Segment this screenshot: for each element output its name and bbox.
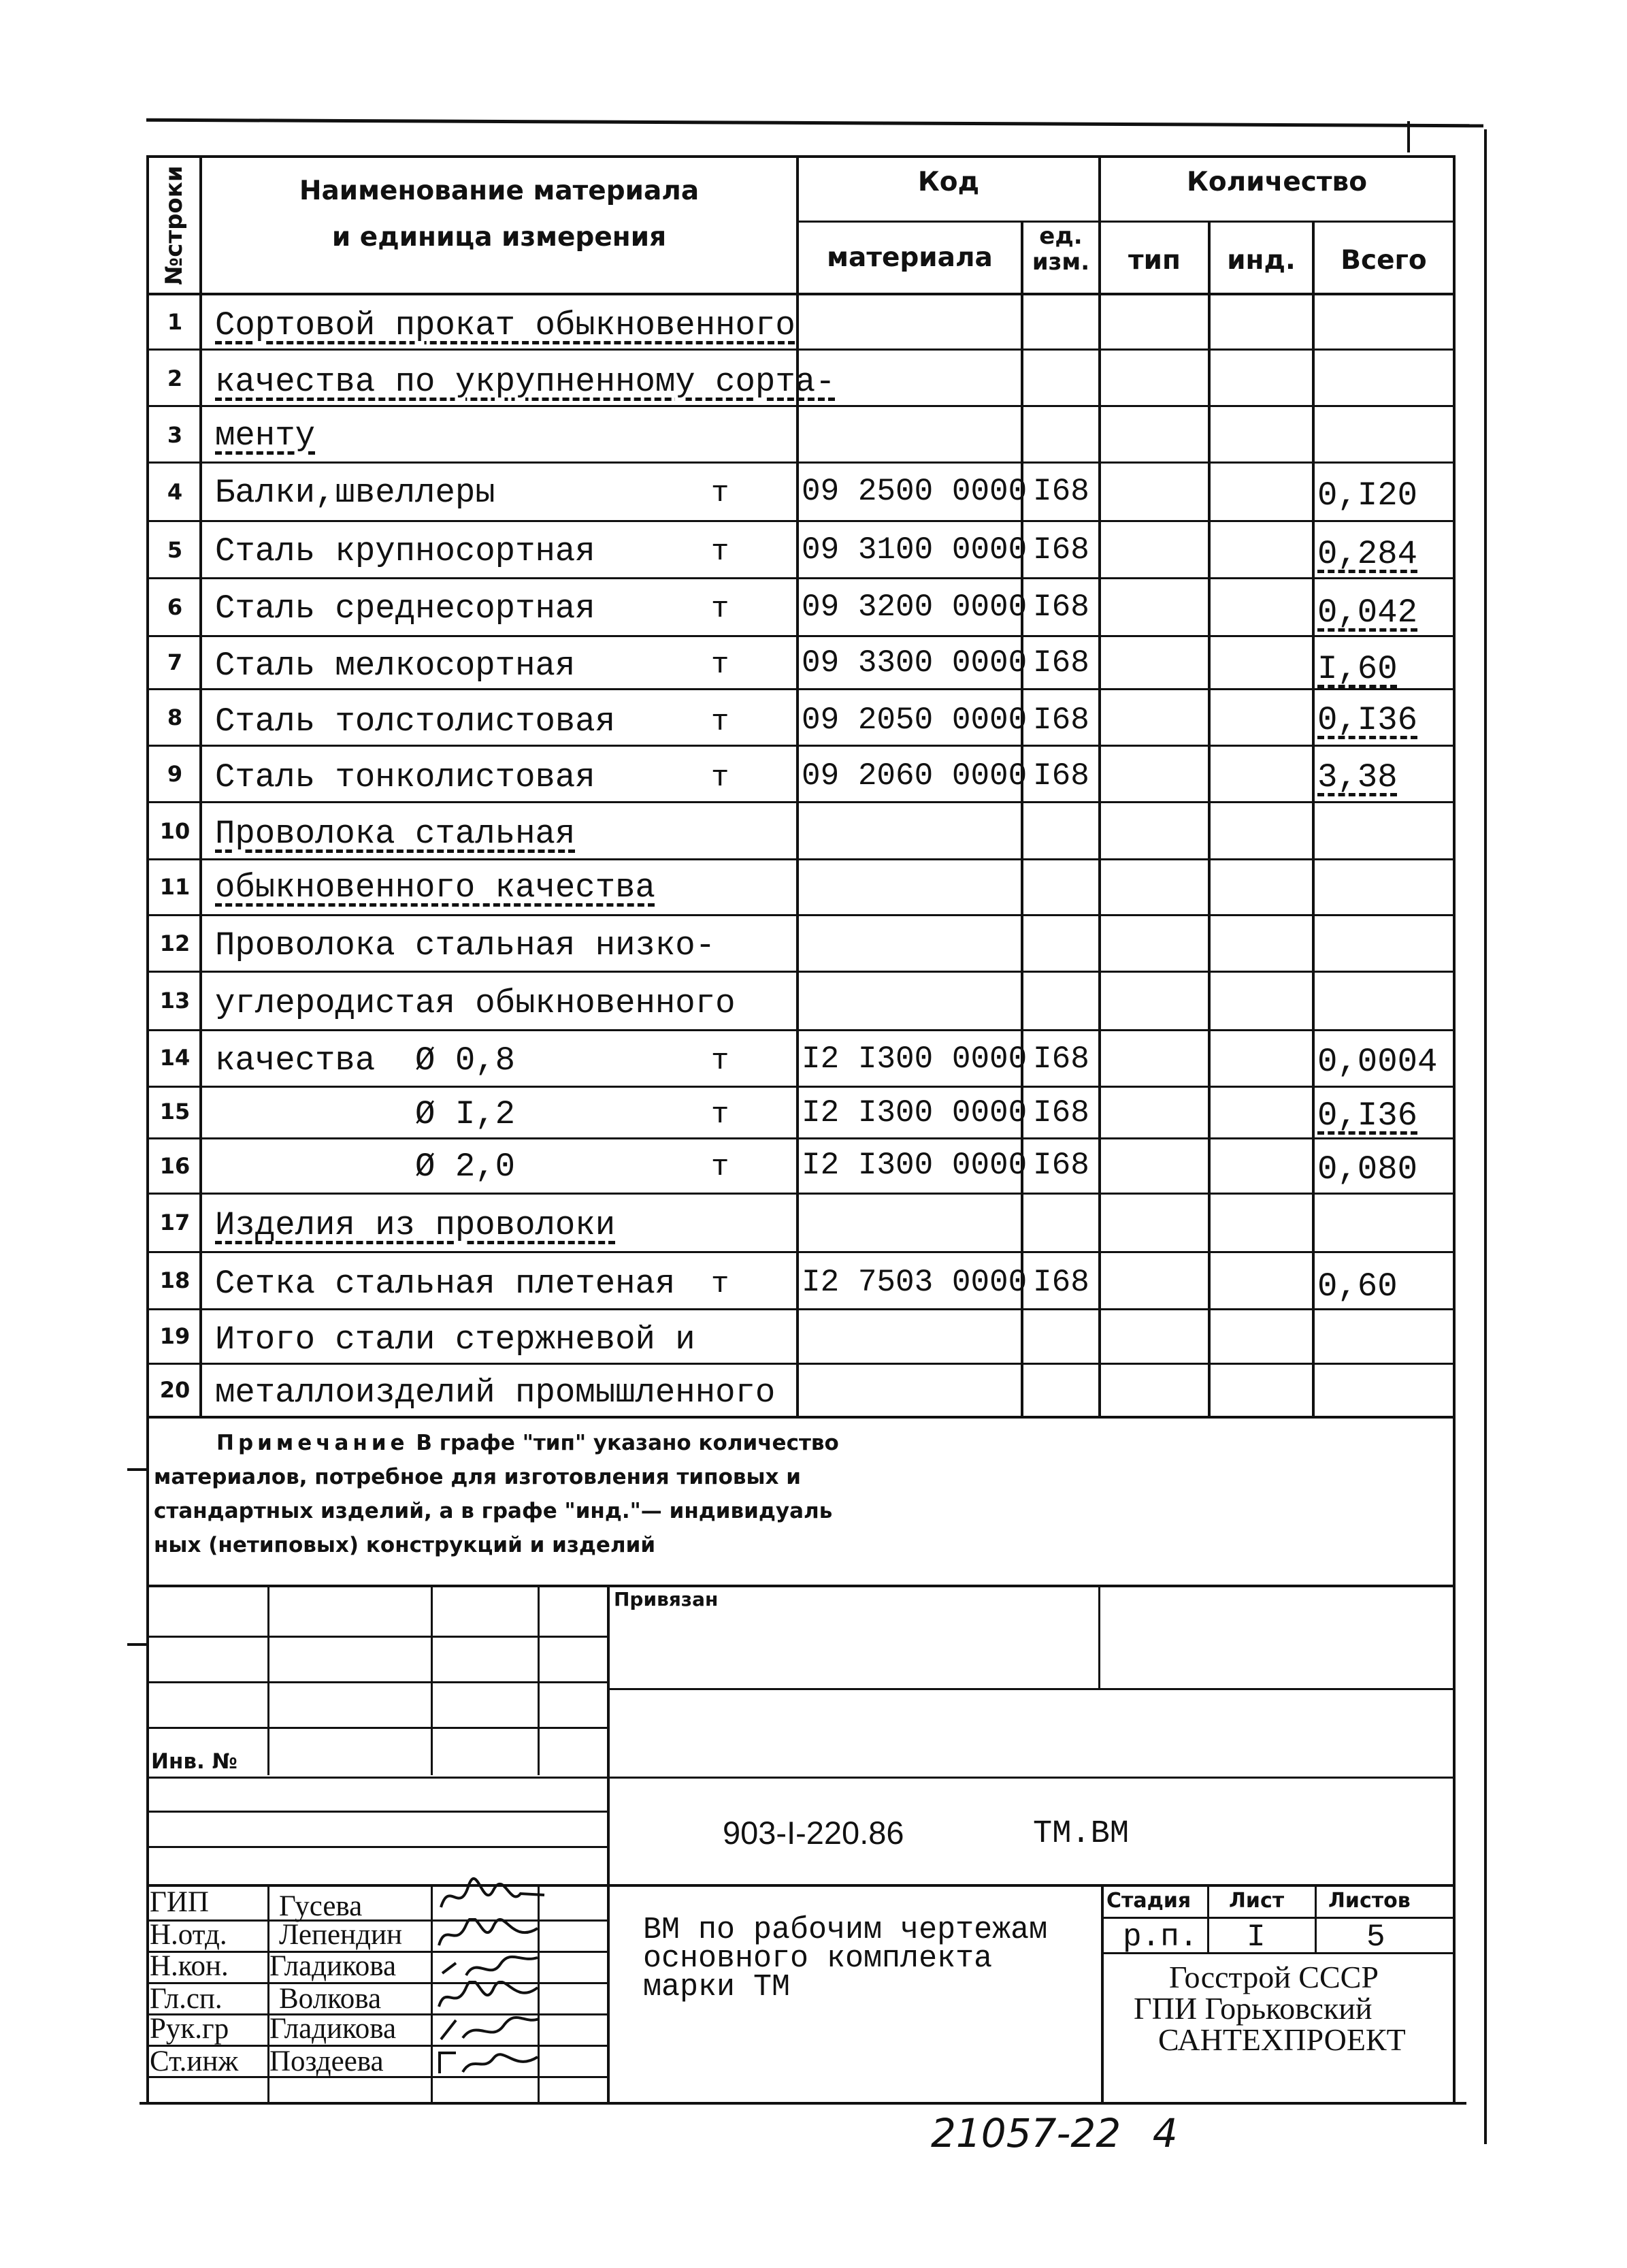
material-name: Проволока стальная bbox=[215, 815, 576, 853]
left-margin-mark bbox=[127, 1468, 148, 1471]
material-name: Сталь крупносортная bbox=[215, 532, 595, 570]
row-number: 6 bbox=[167, 594, 183, 620]
material-name: металлоизделий промышленного bbox=[215, 1374, 776, 1412]
material-name: Ø I,2 bbox=[215, 1095, 516, 1133]
signer-role: ГИП bbox=[150, 1886, 209, 1918]
total-quantity: I,60 bbox=[1317, 650, 1398, 688]
signature-6 bbox=[435, 2045, 544, 2079]
unit-code: I68 bbox=[1033, 1095, 1089, 1131]
code-unit-header: ед. изм. bbox=[1032, 223, 1090, 276]
sheets-value: 5 bbox=[1366, 1919, 1385, 1955]
sheet-value: I bbox=[1247, 1919, 1266, 1955]
page-number: 4 bbox=[1152, 2110, 1178, 2156]
archive-number: 21057-22 bbox=[931, 2110, 1121, 2156]
unit-code: I68 bbox=[1033, 1148, 1089, 1183]
row-number: 16 bbox=[159, 1153, 191, 1179]
unit: т bbox=[711, 1150, 729, 1184]
material-code: I2 I300 0000 bbox=[802, 1148, 1028, 1183]
code-group-header: Код bbox=[917, 167, 980, 197]
row-number: 12 bbox=[159, 930, 191, 956]
signature-1 bbox=[435, 1873, 551, 1921]
unit-code: I68 bbox=[1033, 758, 1089, 794]
material-name: Изделия из проволоки bbox=[215, 1206, 616, 1244]
unit-code: I68 bbox=[1033, 589, 1089, 625]
note-line-1-text: В графе "тип" указано количество bbox=[416, 1431, 839, 1455]
material-name: Проволока стальная низко- bbox=[215, 926, 716, 965]
row-number: 18 bbox=[159, 1267, 191, 1293]
unit: т bbox=[711, 592, 729, 626]
material-name: углеродистая обыкновенного bbox=[215, 984, 736, 1022]
note-line-1 bbox=[216, 1431, 839, 1455]
total-quantity: 0,I36 bbox=[1317, 1097, 1418, 1135]
unit: т bbox=[711, 705, 729, 739]
organization-line-2: ГПИ Горьковский bbox=[1134, 1991, 1373, 2026]
row-number: 13 bbox=[159, 988, 191, 1014]
row-number: 19 bbox=[159, 1323, 191, 1349]
title-line-2: основного комплекта bbox=[643, 1941, 993, 1976]
signer-role: Рук.гр bbox=[150, 2013, 229, 2045]
top-right-tick bbox=[1407, 121, 1410, 152]
note-line-3: стандартных изделий, а в графе "инд."— индивидуаль bbox=[154, 1499, 833, 1523]
signer-name: Поздеева bbox=[269, 2045, 384, 2077]
title-line-1: ВМ по рабочим чертежам bbox=[643, 1913, 1048, 1947]
row-number: 1 bbox=[167, 309, 183, 335]
unit-code: I68 bbox=[1033, 1265, 1089, 1300]
material-name: качества Ø 0,8 bbox=[215, 1041, 516, 1080]
material-name: Сталь среднесортная bbox=[215, 589, 595, 628]
signer-name: Гусева bbox=[279, 1890, 363, 1922]
row-number: 9 bbox=[167, 761, 183, 787]
material-name: Сталь толстолистовая bbox=[215, 702, 616, 741]
signature-5 bbox=[435, 2012, 544, 2046]
signer-name: Волкова bbox=[279, 1983, 382, 2015]
signer-role: Ст.инж bbox=[150, 2045, 239, 2077]
signature-4 bbox=[435, 1981, 544, 2015]
unit: т bbox=[711, 476, 729, 511]
sheet-label: Лист bbox=[1229, 1889, 1285, 1913]
unit-code: I68 bbox=[1033, 474, 1089, 509]
row-number: 4 bbox=[167, 479, 183, 505]
total-quantity: 0,042 bbox=[1317, 594, 1418, 632]
left-margin-mark-2 bbox=[127, 1643, 148, 1646]
material-name: Итого стали стержневой и bbox=[215, 1321, 695, 1359]
row-number: 7 bbox=[167, 649, 183, 675]
signer-name: Лепендин bbox=[279, 1919, 402, 1951]
quantity-total-header: Всего bbox=[1341, 245, 1427, 276]
material-name: менту bbox=[215, 417, 316, 455]
total-quantity: 0,284 bbox=[1317, 535, 1418, 573]
unit: т bbox=[711, 761, 729, 795]
signer-name: Гладикова bbox=[269, 2013, 397, 2045]
sheets-label: Листов bbox=[1328, 1889, 1411, 1913]
right-edge-line bbox=[1484, 129, 1487, 2144]
signer-name: Гладикова bbox=[269, 1950, 397, 1982]
signature-3 bbox=[435, 1949, 544, 1983]
material-code: 09 2060 0000 bbox=[802, 758, 1028, 794]
inventory-number-label: Инв. № bbox=[151, 1749, 237, 1774]
document-code: 903-I-220.86 bbox=[723, 1815, 904, 1851]
signature-2 bbox=[435, 1918, 544, 1952]
row-number: 15 bbox=[159, 1099, 191, 1124]
row-number: 17 bbox=[159, 1210, 191, 1235]
total-quantity: 3,38 bbox=[1317, 758, 1398, 796]
signer-role: Н.кон. bbox=[150, 1950, 229, 1982]
material-code: 09 3200 0000 bbox=[802, 589, 1028, 625]
row-number: 2 bbox=[167, 366, 183, 391]
material-code: I2 I300 0000 bbox=[802, 1095, 1028, 1131]
row-number: 3 bbox=[167, 422, 183, 448]
total-quantity: 0,0004 bbox=[1317, 1043, 1438, 1081]
quantity-ind-header: инд. bbox=[1227, 245, 1296, 276]
quantity-type-header: тип bbox=[1128, 245, 1181, 276]
note-line-2: материалов, потребное для изготовления типовых и bbox=[154, 1465, 802, 1489]
row-number: 14 bbox=[159, 1045, 191, 1071]
stage-value: р.п. bbox=[1123, 1919, 1198, 1955]
material-name: Сталь мелкосортная bbox=[215, 647, 576, 685]
organization-line-1: Госстрой СССР bbox=[1169, 1960, 1379, 1994]
material-name: Сетка стальная плетеная bbox=[215, 1265, 676, 1303]
unit: т bbox=[711, 1098, 729, 1132]
unit-code: I68 bbox=[1033, 1041, 1089, 1077]
note-line-4: ных (нетиповых) конструкций и изделий bbox=[154, 1533, 656, 1557]
name-header-line2: и единица измерения bbox=[331, 222, 667, 253]
unit-code: I68 bbox=[1033, 702, 1089, 738]
top-border-line bbox=[146, 118, 1483, 128]
row-number: 11 bbox=[159, 874, 191, 900]
unit-code: I68 bbox=[1033, 645, 1089, 681]
material-code: I2 7503 0000 bbox=[802, 1265, 1028, 1300]
unit: т bbox=[711, 648, 729, 682]
unit: т bbox=[711, 1267, 729, 1301]
material-name: качества по укрупненному сорта- bbox=[215, 363, 836, 401]
signer-role: Н.отд. bbox=[150, 1919, 227, 1951]
organization-line-3: САНТЕХПРОЕКТ bbox=[1158, 2022, 1406, 2057]
quantity-group-header: Количество bbox=[1187, 167, 1367, 197]
material-name: Сортовой прокат обыкновенного bbox=[215, 306, 795, 344]
total-quantity: 0,60 bbox=[1317, 1267, 1398, 1306]
material-code: 09 3300 0000 bbox=[802, 645, 1028, 681]
total-quantity: 0,I20 bbox=[1317, 476, 1418, 515]
row-number: 8 bbox=[167, 704, 183, 730]
unit-code: I68 bbox=[1033, 532, 1089, 568]
name-header-line1: Наименование материала bbox=[299, 176, 700, 206]
total-quantity: 0,I36 bbox=[1317, 701, 1418, 739]
material-name: обыкновенного качества bbox=[215, 869, 655, 907]
title-line-3: марки ТМ bbox=[643, 1970, 791, 2005]
stage-label: Стадия bbox=[1106, 1889, 1192, 1913]
bound-label: Привязан bbox=[614, 1588, 719, 1610]
signer-role: Гл.сп. bbox=[150, 1983, 223, 2015]
document-mark: ТМ.ВМ bbox=[1033, 1816, 1130, 1852]
material-code: I2 I300 0000 bbox=[802, 1041, 1028, 1077]
note-label: Примечание bbox=[216, 1431, 409, 1455]
total-quantity: 0,080 bbox=[1317, 1150, 1418, 1188]
row-number: 5 bbox=[167, 537, 183, 563]
material-name: Сталь тонколистовая bbox=[215, 758, 595, 796]
row-number: 10 bbox=[159, 818, 191, 844]
material-code: 09 3100 0000 bbox=[802, 532, 1028, 568]
material-code: 09 2050 0000 bbox=[802, 702, 1028, 738]
material-code: 09 2500 0000 bbox=[802, 474, 1028, 509]
code-material-header: материала bbox=[827, 242, 993, 273]
material-name: Ø 2,0 bbox=[215, 1148, 516, 1186]
row-number: 20 bbox=[159, 1377, 191, 1403]
footer-number bbox=[931, 2110, 1178, 2156]
unit: т bbox=[711, 535, 729, 569]
unit: т bbox=[711, 1044, 729, 1078]
material-name: Балки,швеллеры bbox=[215, 474, 495, 512]
row-number-header: №строки bbox=[161, 165, 188, 285]
